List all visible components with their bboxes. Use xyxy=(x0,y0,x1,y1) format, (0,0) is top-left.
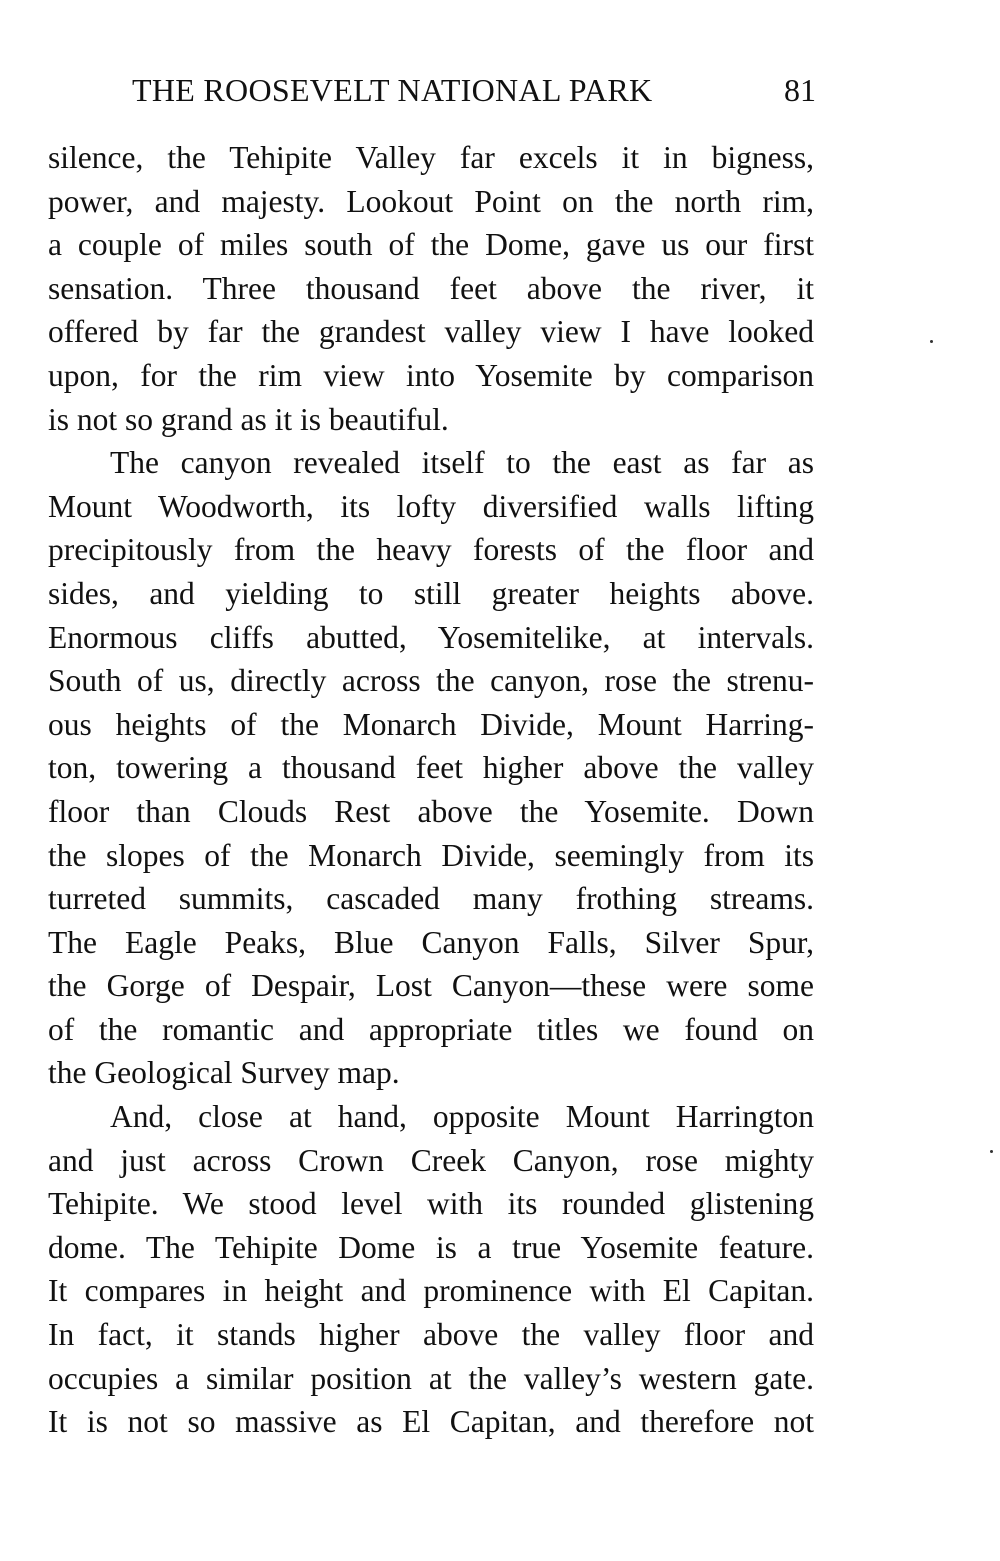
text-line: It is not so massive as El Capitan, and therefore not xyxy=(48,1404,814,1440)
text-line: dome. The Tehipite Dome is a true Yosemite feature. xyxy=(48,1229,814,1265)
text-line: Tehipite. We stood level with its rounded glistening xyxy=(48,1186,814,1222)
text-line: sensation. Three thousand feet above the river, it xyxy=(48,270,814,306)
text-line: the Gorge of Despair, Lost Canyon—these were some xyxy=(48,968,814,1004)
text-line: silence, the Tehipite Valley far excels it in bigness, xyxy=(48,140,814,175)
text-line: power, and majesty. Lookout Point on the north rim, xyxy=(48,183,814,219)
text-line: the slopes of the Monarch Divide, seemingly from its xyxy=(48,837,814,873)
text-line: The Eagle Peaks, Blue Canyon Falls, Silver Spur, xyxy=(48,924,814,960)
scan-speck xyxy=(930,340,933,343)
text-line: It compares in height and prominence with El Capitan. xyxy=(48,1273,814,1309)
text-line: sides, and yielding to still greater heights above. xyxy=(48,575,814,611)
text-line: the Geological Survey map. xyxy=(48,1055,400,1091)
text-line: is not so grand as it is beautiful. xyxy=(48,401,449,437)
text-line: ous heights of the Monarch Divide, Mount Harring- xyxy=(48,706,814,742)
text-line: And, close at hand, opposite Mount Harrington xyxy=(110,1099,814,1135)
text-line: South of us, directly across the canyon, rose the strenu- xyxy=(48,663,814,699)
body-text xyxy=(48,136,814,1444)
text-line: The canyon revealed itself to the east as far as xyxy=(110,445,814,481)
text-line: In fact, it stands higher above the valley floor and xyxy=(48,1317,814,1353)
text-line: a couple of miles south of the Dome, gave us our first xyxy=(48,227,814,263)
scan-speck xyxy=(990,1150,993,1153)
text-line: floor than Clouds Rest above the Yosemite. Down xyxy=(48,793,814,829)
text-line: precipitously from the heavy forests of the floor and xyxy=(48,532,814,568)
text-line: upon, for the rim view into Yosemite by comparison xyxy=(48,357,814,393)
text-line: offered by far the grandest valley view I have looked xyxy=(48,314,814,350)
running-title: THE ROOSEVELT NATIONAL PARK xyxy=(132,72,653,108)
running-head xyxy=(48,72,816,116)
text-line: Mount Woodworth, its lofty diversified walls lifting xyxy=(48,488,814,524)
page-number: 81 xyxy=(784,72,816,108)
text-line: turreted summits, cascaded many frothing streams. xyxy=(48,881,814,917)
text-line: occupies a similar position at the valley’s western gate. xyxy=(48,1360,814,1396)
text-line: and just across Crown Creek Canyon, rose mighty xyxy=(48,1142,814,1178)
text-line: of the romantic and appropriate titles we found on xyxy=(48,1011,814,1047)
text-line: Enormous cliffs abutted, Yosemitelike, at intervals. xyxy=(48,619,814,655)
text-line: ton, towering a thousand feet higher above the valley xyxy=(48,750,814,786)
